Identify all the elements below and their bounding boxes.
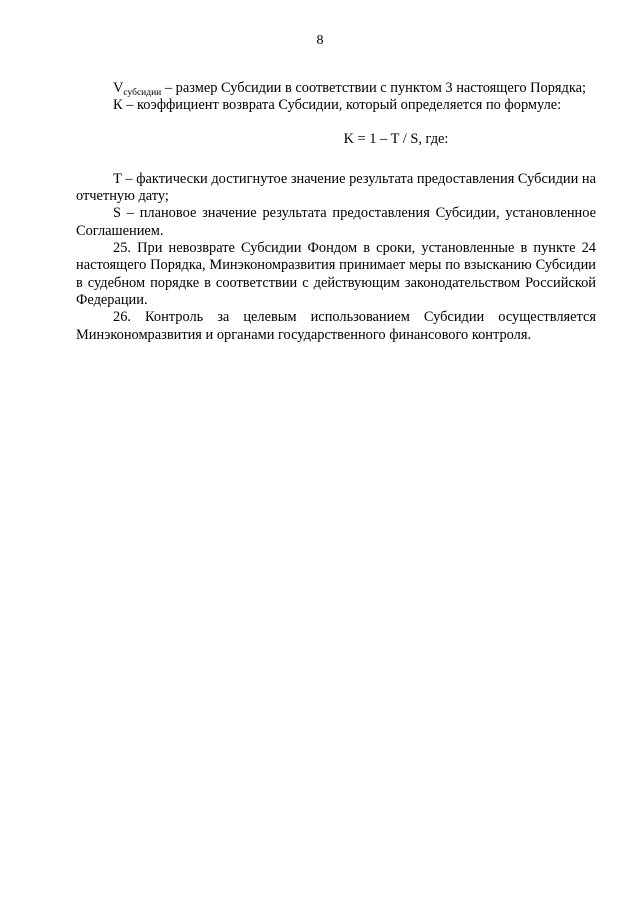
definition-v-text: – размер Субсидии в соответствии с пунктом 3 настоящего Порядка;	[161, 80, 586, 96]
v-subscript: субсидии	[123, 88, 162, 98]
clause-25: 25. При невозврате Субсидии Фондом в сроки, установленные в пункте 24 настоящего Порядка, Минэкономразвития принимает меры по взысканию Субсидии в судебном порядке в соответствии с действующим законодательством Российской Федерации.	[76, 240, 596, 308]
v-symbol: V	[113, 80, 124, 96]
definition-k: К – коэффициент возврата Субсидии, который определяется по формуле:	[113, 97, 562, 114]
formula: K = 1 – T / S, где:	[343, 130, 449, 147]
clause-26: 26. Контроль за целевым использованием Субсидии осуществляется Минэкономразвития и органами государственного финансового контроля.	[76, 309, 596, 343]
definition-t: Т – фактически достигнутое значение результата предоставления Субсидии на отчетную дату;	[76, 170, 596, 205]
definition-s: S – плановое значение результата предоставления Субсидии, установленное Соглашением.	[76, 205, 596, 239]
page-number: 8	[316, 33, 324, 48]
definition-v	[76, 80, 596, 97]
document-body	[76, 80, 596, 344]
